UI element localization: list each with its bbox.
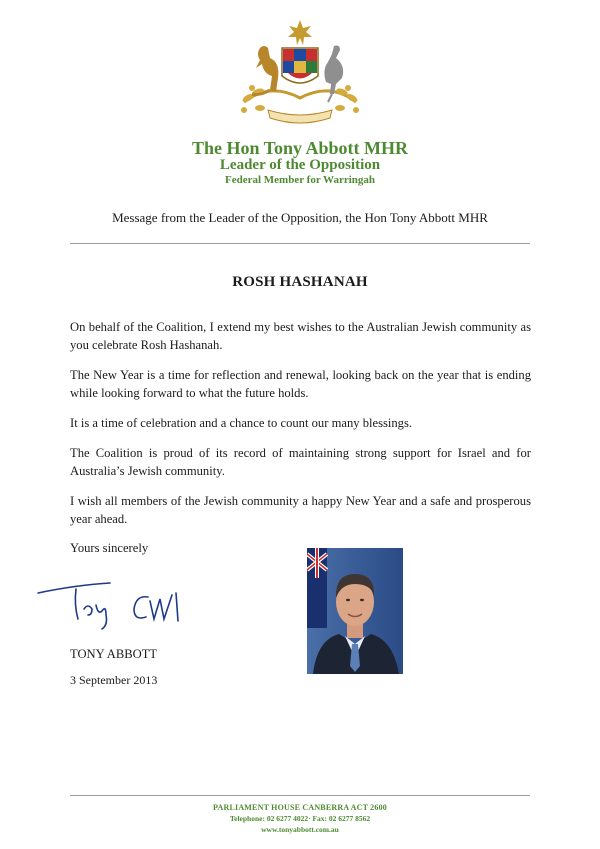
letterhead-role: Leader of the Opposition xyxy=(219,157,381,173)
bottom-divider xyxy=(70,795,530,796)
portrait-photo xyxy=(307,548,403,674)
closing-line: Yours sincerely xyxy=(70,541,149,555)
letterhead-name: The Hon Tony Abbott MHR xyxy=(191,138,409,158)
paragraph-5: I wish all members of the Jewish community a happy New Year and a safe and prosperous year ahead. xyxy=(70,494,531,526)
footer-address: PARLIAMENT HOUSE CANBERRA ACT 2600 xyxy=(213,803,387,812)
paragraph-4: The Coalition is proud of its record of maintaining strong support for Israel and for Australia’s Jewish community. xyxy=(70,446,531,478)
top-divider xyxy=(70,243,530,244)
letter-date: 3 September 2013 xyxy=(70,673,158,687)
paragraph-2: The New Year is a time for reflection and renewal, looking back on the year that is ending while looking forward to what the future holds. xyxy=(70,368,531,400)
signer-name: TONY ABBOTT xyxy=(70,647,158,661)
paragraph-3: It is a time of celebration and a chance to count our many blessings. xyxy=(70,416,413,430)
footer-phone: Telephone: 02 6277 4022· Fax: 02 6277 8562 xyxy=(229,814,371,823)
paragraph-1: On behalf of the Coalition, I extend my best wishes to the Australian Jewish community as you celebrate Rosh Hashanah. xyxy=(70,320,531,352)
coat-of-arms-icon xyxy=(230,18,370,130)
letterhead-member: Federal Member for Warringah xyxy=(225,174,375,186)
signature-icon xyxy=(36,575,196,635)
footer-website: www.tonyabbott.com.au xyxy=(261,825,339,834)
letter-heading: ROSH HASHANAH xyxy=(232,274,368,290)
message-title: Message from the Leader of the Opposition, the Hon Tony Abbott MHR xyxy=(112,210,488,225)
